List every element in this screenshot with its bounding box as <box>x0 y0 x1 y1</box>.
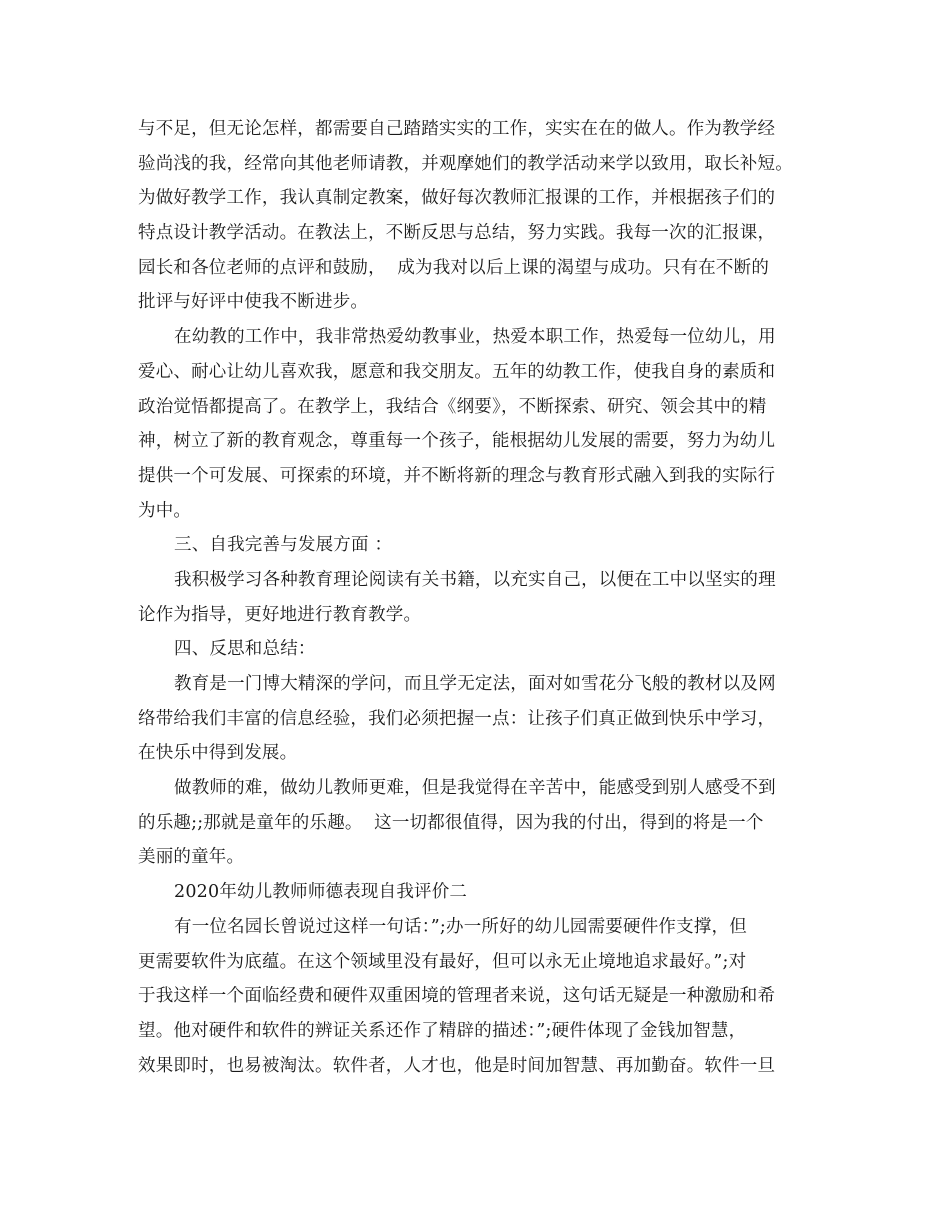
text-line: 园长和各位老师的点评和鼓励， 成为我对以后上课的渴望与成功。只有在不断的 <box>138 257 770 278</box>
document-body <box>138 112 828 1083</box>
text-line: 论作为指导，更好地进行教育教学。 <box>138 604 422 625</box>
text-line: 爱心、耐心让幼儿喜欢我，愿意和我交朋友。五年的幼教工作，使我自身的素质和 <box>138 361 776 382</box>
paragraph-first-line: 做教师的难，做幼儿教师更难，但是我觉得在辛苦中，能感受到别人感受不到 <box>174 778 776 799</box>
text-line: 批评与好评中使我不断进步。 <box>138 292 369 313</box>
text-line: 政治觉悟都提高了。在教学上，我结合《纲要》，不断探索、研究、领会其中的精 <box>138 396 767 417</box>
text-line: 更需要软件为底蕴。在这个领域里没有最好，但可以永无止境地追求最好。”;对 <box>138 951 747 972</box>
text-line: 在快乐中得到发展。 <box>138 743 298 764</box>
section-title: 2020年幼儿教师师德表现自我评价二 <box>174 882 468 903</box>
text-line: 美丽的童年。 <box>138 847 245 868</box>
paragraph-first-line: 我积极学习各种教育理论阅读有关书籍，以充实自己，以便在工中以坚实的理 <box>174 569 776 590</box>
paragraph-first-line: 在幼教的工作中，我非常热爱幼教事业，热爱本职工作，热爱每一位幼儿，用 <box>174 327 776 348</box>
text-line: 神，树立了新的教育观念，尊重每一个孩子，能根据幼儿发展的需要，努力为幼儿 <box>138 431 776 452</box>
section-heading: 三、自我完善与发展方面 ： <box>174 535 393 556</box>
text-line: 为做好教学工作，我认真制定教案，做好每次教师汇报课的工作，并根据孩子们的 <box>138 188 776 209</box>
text-line: 与不足，但无论怎样，都需要自己踏踏实实的工作，实实在在的做人。作为教学经 <box>138 119 776 139</box>
text-line: 特点设计教学活动。在教法上，不断反思与总结，努力实践。我每一次的汇报课， <box>138 223 776 244</box>
paragraph-first-line: 有一位名园长曾说过这样一句话：”;办一所好的幼儿园需要硬件作支撑，但 <box>174 916 747 937</box>
text-line: 望。他对硬件和软件的辨证关系还作了精辟的描述：”;硬件体现了金钱加智慧， <box>138 1020 747 1041</box>
text-line: 提供一个可发展、可探索的环境，并不断将新的理念与教育形式融入到我的实际行 <box>138 465 776 486</box>
text-line: 效果即时，也易被淘汰。软件者，人才也，他是时间加智慧、再加勤奋。软件一旦 <box>138 1055 776 1076</box>
text-line: 的乐趣;;那就是童年的乐趣。 这一切都很值得，因为我的付出，得到的将是一个 <box>138 812 764 833</box>
text-line: 于我这样一个面临经费和硬件双重困境的管理者来说，这句话无疑是一种激励和希 <box>138 986 776 1007</box>
text-line: 为中。 <box>138 500 192 521</box>
paragraph-first-line: 教育是一门博大精深的学问，而且学无定法，面对如雪花分飞般的教材以及网 <box>174 674 776 694</box>
section-heading: 四、反思和总结： <box>174 639 316 660</box>
text-line: 络带给我们丰富的信息经验，我们必须把握一点：让孩子们真正做到快乐中学习， <box>138 708 776 729</box>
text-line: 验尚浅的我，经常向其他老师请教，并观摩她们的教学活动来学以致用，取长补短。 <box>138 153 793 174</box>
